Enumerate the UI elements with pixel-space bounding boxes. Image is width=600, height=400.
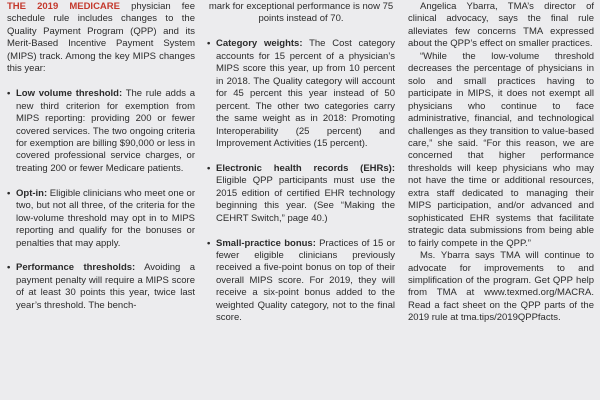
bullet-category-weights (207, 38, 395, 150)
article-column-1 (7, 1, 195, 312)
article-column-3 (408, 1, 594, 325)
bullet-heading: Performance thresholds: (16, 262, 136, 274)
bullet-heading: Small-practice bonus: (216, 237, 316, 249)
bullet-low-volume-threshold (7, 88, 195, 175)
bullet-text: Eligible QPP participants must use the 2015 edition of certified EHR technology beginning this year. (See “Making the CEHRT Switch,” page 40.) (216, 175, 395, 224)
bullet-opt-in (7, 188, 195, 250)
bullet-text: Practices of 15 or fewer eligible clinicians previously received a five-point bonus on top of their overall MIPS score. For 2019, they will receive a six-point bonus added to the weighted Quality category, not to the final score. (216, 237, 396, 324)
bullet-heading: Low volume threshold: (16, 88, 123, 100)
bullet-icon: • (207, 38, 211, 50)
continued-text: mark for exceptional performance is now 75 points instead of 70. (208, 1, 394, 25)
bullet-text: The rule adds a new third criterion for exemption from MIPS reporting: providing 200 or fewer covered services. The two ongoing criteria for exemption are billing $90,000 or less in covered professional service charges, or treating 200 or fewer Medicare patients. (16, 88, 195, 174)
bullet-heading: Category weights: (216, 38, 303, 50)
bullet-text: Avoiding a payment penalty will require a MIPS score of at least 30 points this year, twice last year’s threshold. The bench- (16, 262, 196, 311)
paragraph-tma-advocacy: Ms. Ybarra says TMA will continue to advocate for improvements to and simplification of the program. Get QPP help from TMA at www.texmed.org/MACRA. Read a fact sheet on the QPP parts of the 2019 rule at tma.tips/2019QPPfacts. (408, 250, 594, 324)
bullet-icon: • (7, 88, 11, 100)
paragraph-ybarra-intro: Angelica Ybarra, TMA’s director of clinical advocacy, says the final rule alleviates few concerns TMA expressed about the QPP’s effect on smaller practices. (408, 1, 594, 50)
bullet-heading: Electronic health records (EHRs): (216, 162, 395, 174)
bullet-icon: • (7, 262, 11, 274)
bullet-ehr (207, 163, 395, 225)
intro-text: physician fee schedule rule includes changes to the Quality Payment Program (QPP) and its Merit-Based Incentive Payment System (MIPS) track. Among the key MIPS changes this year: (7, 1, 195, 75)
bullet-small-practice-bonus (207, 238, 395, 325)
intro-lead-in: THE 2019 MEDICARE (7, 1, 120, 12)
intro-paragraph (7, 1, 195, 76)
bullet-icon: • (7, 187, 11, 199)
bullet-icon: • (207, 237, 211, 249)
bullet-heading: Opt-in: (16, 187, 48, 199)
bullet-icon: • (207, 162, 211, 174)
bullet-performance-thresholds (7, 262, 195, 312)
bullet-text: Eligible clinicians who meet one or two, but not all three, of the criteria for the low-volume threshold may opt in to MIPS reporting and qualify for the bonuses or penalties that may apply. (16, 187, 195, 249)
article-column-2 (207, 1, 395, 325)
bullet-text: The Cost category accounts for 15 percent of a physician’s MIPS score this year, up from 10 percent in 2018. The Quality category will account for 45 percent this year instead of 50 percent. The other two categories carry the same weight as in 2018: Promoting Interoperability (25 percent) and Improvement Activities (15 percent). (216, 38, 395, 149)
paragraph-ybarra-quote: “While the low-volume threshold decreases the percentage of physicians in solo and small practices having to participate in MIPS, it does not exempt all physicians who continue to face administrative, financial, and technological challenges as they transition to value-based care,” she said. “For this reason, we are concerned that higher performance thresholds will keep physicians who may not have the time or additional resources, extra staff dedicated to managing their MIPS participation, and/or advanced and sophisticated EHR systems that facilitate strategic data submissions from being able to fairly compete in the QPP.” (408, 50, 594, 249)
